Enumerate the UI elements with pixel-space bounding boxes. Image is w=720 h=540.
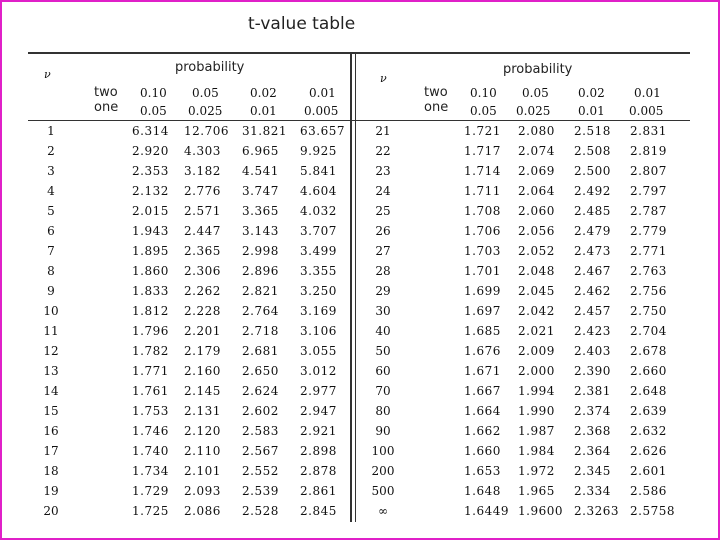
left-df-9: 9 bbox=[47, 284, 55, 298]
column-divider bbox=[350, 52, 352, 522]
left-t-value-r8-c1: 1.860 bbox=[132, 264, 169, 278]
right-t-value-r13-c1: 1.671 bbox=[464, 364, 501, 378]
left-t-value-r14-c3: 2.624 bbox=[242, 384, 279, 398]
left-t-value-r3-c1: 2.353 bbox=[132, 164, 169, 178]
right-df-14: 70 bbox=[375, 384, 391, 398]
right-t-value-r10-c2: 2.042 bbox=[518, 304, 555, 318]
right-df-2: 22 bbox=[375, 144, 391, 158]
left-t-value-r16-c3: 2.583 bbox=[242, 424, 279, 438]
left-t-value-r15-c1: 1.753 bbox=[132, 404, 169, 418]
left-t-value-r12-c2: 2.179 bbox=[184, 344, 221, 358]
two-tail-header-right-4: 0.01 bbox=[634, 86, 661, 100]
right-df-17: 100 bbox=[371, 444, 395, 458]
left-t-value-r4-c1: 2.132 bbox=[132, 184, 169, 198]
right-df-13: 60 bbox=[375, 364, 391, 378]
left-t-value-r17-c1: 1.740 bbox=[132, 444, 169, 458]
right-t-value-r8-c3: 2.467 bbox=[574, 264, 611, 278]
one-tail-header-right-2: 0.025 bbox=[516, 104, 551, 118]
right-t-value-r6-c2: 2.056 bbox=[518, 224, 555, 238]
right-t-value-r11-c4: 2.704 bbox=[630, 324, 667, 338]
one-tail-label-right: one bbox=[424, 100, 449, 115]
left-df-6: 6 bbox=[47, 224, 55, 238]
right-t-value-r13-c4: 2.660 bbox=[630, 364, 667, 378]
left-t-value-r7-c4: 3.499 bbox=[300, 244, 337, 258]
left-df-17: 17 bbox=[43, 444, 59, 458]
one-tail-header-left-4: 0.005 bbox=[304, 104, 339, 118]
left-df-18: 18 bbox=[43, 464, 59, 478]
left-df-4: 4 bbox=[47, 184, 55, 198]
two-tail-header-right-2: 0.05 bbox=[522, 86, 549, 100]
left-df-16: 16 bbox=[43, 424, 59, 438]
left-t-value-r11-c2: 2.201 bbox=[184, 324, 221, 338]
right-t-value-r11-c2: 2.021 bbox=[518, 324, 555, 338]
left-t-value-r13-c3: 2.650 bbox=[242, 364, 279, 378]
right-t-value-r10-c4: 2.750 bbox=[630, 304, 667, 318]
two-tail-header-right-1: 0.10 bbox=[470, 86, 497, 100]
right-t-value-r2-c1: 1.717 bbox=[464, 144, 501, 158]
one-tail-label-left: one bbox=[94, 100, 119, 115]
right-t-value-r1-c1: 1.721 bbox=[464, 124, 501, 138]
right-t-value-r1-c4: 2.831 bbox=[630, 124, 667, 138]
right-df-11: 40 bbox=[375, 324, 391, 338]
right-t-value-r6-c4: 2.779 bbox=[630, 224, 667, 238]
right-t-value-r18-c3: 2.345 bbox=[574, 464, 611, 478]
right-t-value-r19-c2: 1.965 bbox=[518, 484, 555, 498]
right-t-value-r16-c4: 2.632 bbox=[630, 424, 667, 438]
right-df-18: 200 bbox=[371, 464, 395, 478]
nu-label-left: ν bbox=[44, 68, 51, 81]
left-df-19: 19 bbox=[43, 484, 59, 498]
left-t-value-r19-c3: 2.539 bbox=[242, 484, 279, 498]
left-t-value-r15-c4: 2.947 bbox=[300, 404, 337, 418]
one-tail-header-left-2: 0.025 bbox=[188, 104, 223, 118]
left-t-value-r10-c2: 2.228 bbox=[184, 304, 221, 318]
right-t-value-r4-c3: 2.492 bbox=[574, 184, 611, 198]
left-t-value-r11-c4: 3.106 bbox=[300, 324, 337, 338]
left-t-value-r5-c2: 2.571 bbox=[184, 204, 221, 218]
right-t-value-r6-c3: 2.479 bbox=[574, 224, 611, 238]
left-t-value-r14-c1: 1.761 bbox=[132, 384, 169, 398]
right-df-20: ∞ bbox=[378, 504, 388, 518]
right-t-value-r18-c1: 1.653 bbox=[464, 464, 501, 478]
right-t-value-r17-c1: 1.660 bbox=[464, 444, 501, 458]
right-t-value-r8-c4: 2.763 bbox=[630, 264, 667, 278]
right-t-value-r12-c3: 2.403 bbox=[574, 344, 611, 358]
left-df-11: 11 bbox=[43, 324, 59, 338]
left-t-value-r1-c4: 63.657 bbox=[300, 124, 345, 138]
right-t-value-r13-c2: 2.000 bbox=[518, 364, 555, 378]
left-t-value-r10-c1: 1.812 bbox=[132, 304, 169, 318]
left-df-12: 12 bbox=[43, 344, 59, 358]
left-t-value-r1-c1: 6.314 bbox=[132, 124, 169, 138]
right-t-value-r3-c4: 2.807 bbox=[630, 164, 667, 178]
right-t-value-r14-c2: 1.994 bbox=[518, 384, 555, 398]
right-t-value-r5-c2: 2.060 bbox=[518, 204, 555, 218]
left-t-value-r16-c1: 1.746 bbox=[132, 424, 169, 438]
right-t-value-r7-c3: 2.473 bbox=[574, 244, 611, 258]
right-t-value-r20-c3: 2.3263 bbox=[574, 504, 619, 518]
nu-label-right: ν bbox=[380, 72, 387, 85]
right-t-value-r10-c1: 1.697 bbox=[464, 304, 501, 318]
left-t-value-r14-c2: 2.145 bbox=[184, 384, 221, 398]
right-t-value-r12-c4: 2.678 bbox=[630, 344, 667, 358]
right-t-value-r9-c3: 2.462 bbox=[574, 284, 611, 298]
left-t-value-r17-c3: 2.567 bbox=[242, 444, 279, 458]
right-t-value-r16-c2: 1.987 bbox=[518, 424, 555, 438]
page-title: t-value table bbox=[248, 14, 356, 34]
right-t-value-r6-c1: 1.706 bbox=[464, 224, 501, 238]
probability-label-left: probability bbox=[175, 60, 245, 75]
left-t-value-r19-c1: 1.729 bbox=[132, 484, 169, 498]
right-t-value-r14-c3: 2.381 bbox=[574, 384, 611, 398]
right-t-value-r4-c2: 2.064 bbox=[518, 184, 555, 198]
right-t-value-r9-c1: 1.699 bbox=[464, 284, 501, 298]
left-t-value-r7-c2: 2.365 bbox=[184, 244, 221, 258]
right-t-value-r7-c2: 2.052 bbox=[518, 244, 555, 258]
left-t-value-r3-c4: 5.841 bbox=[300, 164, 337, 178]
left-t-value-r11-c1: 1.796 bbox=[132, 324, 169, 338]
right-t-value-r14-c4: 2.648 bbox=[630, 384, 667, 398]
right-t-value-r17-c2: 1.984 bbox=[518, 444, 555, 458]
right-t-value-r15-c2: 1.990 bbox=[518, 404, 555, 418]
one-tail-header-right-1: 0.05 bbox=[470, 104, 497, 118]
left-df-20: 20 bbox=[43, 504, 59, 518]
right-df-4: 24 bbox=[375, 184, 391, 198]
left-t-value-r13-c1: 1.771 bbox=[132, 364, 169, 378]
left-t-value-r8-c2: 2.306 bbox=[184, 264, 221, 278]
right-df-5: 25 bbox=[375, 204, 391, 218]
left-t-value-r15-c2: 2.131 bbox=[184, 404, 221, 418]
right-df-9: 29 bbox=[375, 284, 391, 298]
right-t-value-r15-c4: 2.639 bbox=[630, 404, 667, 418]
left-df-8: 8 bbox=[47, 264, 55, 278]
left-t-value-r2-c4: 9.925 bbox=[300, 144, 337, 158]
left-t-value-r10-c3: 2.764 bbox=[242, 304, 279, 318]
left-t-value-r11-c3: 2.718 bbox=[242, 324, 279, 338]
right-t-value-r12-c1: 1.676 bbox=[464, 344, 501, 358]
right-t-value-r2-c2: 2.074 bbox=[518, 144, 555, 158]
right-t-value-r9-c4: 2.756 bbox=[630, 284, 667, 298]
left-t-value-r7-c1: 1.895 bbox=[132, 244, 169, 258]
right-t-value-r1-c2: 2.080 bbox=[518, 124, 555, 138]
right-t-value-r9-c2: 2.045 bbox=[518, 284, 555, 298]
right-t-value-r12-c2: 2.009 bbox=[518, 344, 555, 358]
left-t-value-r15-c3: 2.602 bbox=[242, 404, 279, 418]
right-t-value-r16-c3: 2.368 bbox=[574, 424, 611, 438]
left-t-value-r5-c3: 3.365 bbox=[242, 204, 279, 218]
left-t-value-r16-c4: 2.921 bbox=[300, 424, 337, 438]
left-t-value-r10-c4: 3.169 bbox=[300, 304, 337, 318]
left-t-value-r9-c1: 1.833 bbox=[132, 284, 169, 298]
left-df-1: 1 bbox=[47, 124, 55, 138]
left-t-value-r12-c1: 1.782 bbox=[132, 344, 169, 358]
right-df-10: 30 bbox=[375, 304, 391, 318]
right-t-value-r11-c1: 1.685 bbox=[464, 324, 501, 338]
column-divider-inner bbox=[355, 52, 356, 522]
left-df-10: 10 bbox=[43, 304, 59, 318]
left-t-value-r6-c2: 2.447 bbox=[184, 224, 221, 238]
right-df-8: 28 bbox=[375, 264, 391, 278]
right-t-value-r5-c1: 1.708 bbox=[464, 204, 501, 218]
left-t-value-r20-c3: 2.528 bbox=[242, 504, 279, 518]
left-t-value-r6-c1: 1.943 bbox=[132, 224, 169, 238]
right-t-value-r11-c3: 2.423 bbox=[574, 324, 611, 338]
right-t-value-r20-c4: 2.5758 bbox=[630, 504, 675, 518]
left-t-value-r3-c3: 4.541 bbox=[242, 164, 279, 178]
left-t-value-r13-c2: 2.160 bbox=[184, 364, 221, 378]
probability-label-right: probability bbox=[503, 62, 573, 77]
right-t-value-r8-c1: 1.701 bbox=[464, 264, 501, 278]
left-t-value-r19-c4: 2.861 bbox=[300, 484, 337, 498]
right-t-value-r7-c4: 2.771 bbox=[630, 244, 667, 258]
one-tail-header-right-3: 0.01 bbox=[578, 104, 605, 118]
right-t-value-r3-c2: 2.069 bbox=[518, 164, 555, 178]
right-df-3: 23 bbox=[375, 164, 391, 178]
left-t-value-r2-c2: 4.303 bbox=[184, 144, 221, 158]
right-df-15: 80 bbox=[375, 404, 391, 418]
right-t-value-r20-c1: 1.6449 bbox=[464, 504, 509, 518]
left-t-value-r2-c3: 6.965 bbox=[242, 144, 279, 158]
left-df-13: 13 bbox=[43, 364, 59, 378]
left-t-value-r20-c1: 1.725 bbox=[132, 504, 169, 518]
right-t-value-r18-c4: 2.601 bbox=[630, 464, 667, 478]
right-df-19: 500 bbox=[371, 484, 395, 498]
left-t-value-r1-c2: 12.706 bbox=[184, 124, 229, 138]
left-df-5: 5 bbox=[47, 204, 55, 218]
left-t-value-r6-c3: 3.143 bbox=[242, 224, 279, 238]
right-t-value-r1-c3: 2.518 bbox=[574, 124, 611, 138]
right-t-value-r19-c3: 2.334 bbox=[574, 484, 611, 498]
right-t-value-r13-c3: 2.390 bbox=[574, 364, 611, 378]
two-tail-header-left-4: 0.01 bbox=[309, 86, 336, 100]
right-t-value-r4-c1: 1.711 bbox=[464, 184, 501, 198]
left-df-7: 7 bbox=[47, 244, 55, 258]
right-df-6: 26 bbox=[375, 224, 391, 238]
left-t-value-r17-c4: 2.898 bbox=[300, 444, 337, 458]
two-tail-header-left-3: 0.02 bbox=[250, 86, 277, 100]
two-tail-label-right: two bbox=[424, 85, 448, 100]
right-t-value-r15-c1: 1.664 bbox=[464, 404, 501, 418]
left-t-value-r16-c2: 2.120 bbox=[184, 424, 221, 438]
left-t-value-r9-c3: 2.821 bbox=[242, 284, 279, 298]
left-t-value-r4-c2: 2.776 bbox=[184, 184, 221, 198]
left-t-value-r4-c4: 4.604 bbox=[300, 184, 337, 198]
top-rule bbox=[28, 52, 690, 54]
left-t-value-r8-c3: 2.896 bbox=[242, 264, 279, 278]
right-t-value-r17-c3: 2.364 bbox=[574, 444, 611, 458]
left-t-value-r4-c3: 3.747 bbox=[242, 184, 279, 198]
left-t-value-r9-c4: 3.250 bbox=[300, 284, 337, 298]
left-t-value-r12-c3: 2.681 bbox=[242, 344, 279, 358]
right-t-value-r20-c2: 1.9600 bbox=[518, 504, 563, 518]
left-df-3: 3 bbox=[47, 164, 55, 178]
left-t-value-r7-c3: 2.998 bbox=[242, 244, 279, 258]
right-t-value-r5-c4: 2.787 bbox=[630, 204, 667, 218]
right-t-value-r8-c2: 2.048 bbox=[518, 264, 555, 278]
left-t-value-r2-c1: 2.920 bbox=[132, 144, 169, 158]
right-t-value-r17-c4: 2.626 bbox=[630, 444, 667, 458]
right-df-16: 90 bbox=[375, 424, 391, 438]
two-tail-header-left-2: 0.05 bbox=[192, 86, 219, 100]
right-t-value-r4-c4: 2.797 bbox=[630, 184, 667, 198]
left-t-value-r18-c2: 2.101 bbox=[184, 464, 221, 478]
right-t-value-r2-c3: 2.508 bbox=[574, 144, 611, 158]
left-t-value-r5-c1: 2.015 bbox=[132, 204, 169, 218]
two-tail-label-left: two bbox=[94, 85, 118, 100]
left-t-value-r20-c4: 2.845 bbox=[300, 504, 337, 518]
left-t-value-r1-c3: 31.821 bbox=[242, 124, 287, 138]
right-t-value-r3-c3: 2.500 bbox=[574, 164, 611, 178]
left-t-value-r6-c4: 3.707 bbox=[300, 224, 337, 238]
left-t-value-r8-c4: 3.355 bbox=[300, 264, 337, 278]
left-t-value-r19-c2: 2.093 bbox=[184, 484, 221, 498]
left-t-value-r17-c2: 2.110 bbox=[184, 444, 221, 458]
right-df-12: 50 bbox=[375, 344, 391, 358]
right-t-value-r3-c1: 1.714 bbox=[464, 164, 501, 178]
left-t-value-r18-c3: 2.552 bbox=[242, 464, 279, 478]
left-df-15: 15 bbox=[43, 404, 59, 418]
right-df-7: 27 bbox=[375, 244, 391, 258]
header-rule bbox=[28, 120, 690, 121]
right-t-value-r16-c1: 1.662 bbox=[464, 424, 501, 438]
two-tail-header-right-3: 0.02 bbox=[578, 86, 605, 100]
left-df-14: 14 bbox=[43, 384, 59, 398]
right-t-value-r10-c3: 2.457 bbox=[574, 304, 611, 318]
left-t-value-r3-c2: 3.182 bbox=[184, 164, 221, 178]
right-t-value-r15-c3: 2.374 bbox=[574, 404, 611, 418]
t-table-scan bbox=[28, 52, 690, 522]
left-df-2: 2 bbox=[47, 144, 55, 158]
left-t-value-r14-c4: 2.977 bbox=[300, 384, 337, 398]
right-t-value-r2-c4: 2.819 bbox=[630, 144, 667, 158]
left-t-value-r12-c4: 3.055 bbox=[300, 344, 337, 358]
left-t-value-r5-c4: 4.032 bbox=[300, 204, 337, 218]
one-tail-header-left-3: 0.01 bbox=[250, 104, 277, 118]
left-t-value-r18-c1: 1.734 bbox=[132, 464, 169, 478]
right-t-value-r19-c4: 2.586 bbox=[630, 484, 667, 498]
one-tail-header-left-1: 0.05 bbox=[140, 104, 167, 118]
left-t-value-r13-c4: 3.012 bbox=[300, 364, 337, 378]
left-t-value-r20-c2: 2.086 bbox=[184, 504, 221, 518]
right-t-value-r5-c3: 2.485 bbox=[574, 204, 611, 218]
right-t-value-r7-c1: 1.703 bbox=[464, 244, 501, 258]
one-tail-header-right-4: 0.005 bbox=[629, 104, 664, 118]
left-t-value-r18-c4: 2.878 bbox=[300, 464, 337, 478]
right-t-value-r18-c2: 1.972 bbox=[518, 464, 555, 478]
right-t-value-r19-c1: 1.648 bbox=[464, 484, 501, 498]
right-df-1: 21 bbox=[375, 124, 391, 138]
right-t-value-r14-c1: 1.667 bbox=[464, 384, 501, 398]
two-tail-header-left-1: 0.10 bbox=[140, 86, 167, 100]
left-t-value-r9-c2: 2.262 bbox=[184, 284, 221, 298]
